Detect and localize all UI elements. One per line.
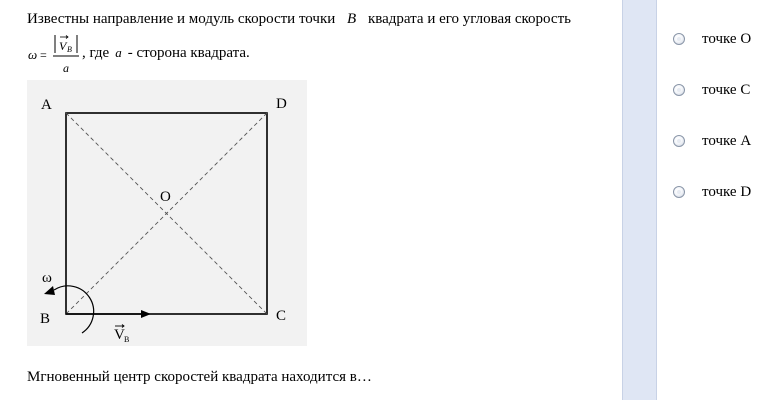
question-text-end: квадрата и его угловая скорость: [367, 11, 571, 27]
label-v: V: [114, 327, 125, 343]
label-d: D: [276, 96, 287, 112]
formula-omega: ω: [28, 47, 38, 62]
angular-velocity-formula: [27, 33, 83, 77]
answer-option-o[interactable]: [673, 31, 773, 51]
label-o: O: [160, 189, 171, 205]
divider-strip: [623, 0, 656, 400]
radio-button[interactable]: [673, 186, 685, 198]
label-omega: ω: [42, 270, 52, 286]
question-prompt: Мгновенный центр скоростей квадрата находится в…: [27, 369, 372, 385]
label-c: C: [276, 308, 287, 324]
answer-option-c[interactable]: [673, 82, 773, 102]
rotation-arrowhead: [44, 286, 55, 295]
velocity-arrowhead: [141, 310, 151, 318]
answer-option-d[interactable]: [673, 184, 773, 204]
label-v-sub: B: [124, 335, 130, 344]
answer-option-a[interactable]: [673, 133, 773, 153]
answer-label[interactable]: точке O: [702, 31, 752, 47]
formula-numerator: V: [59, 39, 67, 53]
formula-tail-end: - сторона квадрата.: [127, 45, 250, 61]
answer-label[interactable]: точке A: [702, 133, 752, 149]
label-a: A: [41, 97, 52, 113]
square-figure: [27, 80, 307, 346]
radio-button[interactable]: [673, 84, 685, 96]
question-text: [27, 9, 617, 29]
answer-label[interactable]: точке D: [702, 184, 752, 200]
side-variable: a: [115, 45, 122, 60]
radio-button[interactable]: [673, 33, 685, 45]
question-text-start: Известны направление и модуль скорости точки: [27, 11, 336, 27]
point-variable: B: [347, 11, 357, 27]
formula-explanation: [82, 45, 250, 62]
radio-button[interactable]: [673, 135, 685, 147]
formula-equals: =: [40, 48, 47, 62]
square-diagram: [27, 80, 307, 346]
label-b: B: [40, 311, 51, 327]
formula-tail-start: , где: [82, 45, 110, 61]
answer-label[interactable]: точке C: [702, 82, 751, 98]
formula-subscript: B: [67, 45, 72, 54]
formula-denominator: a: [63, 61, 69, 75]
